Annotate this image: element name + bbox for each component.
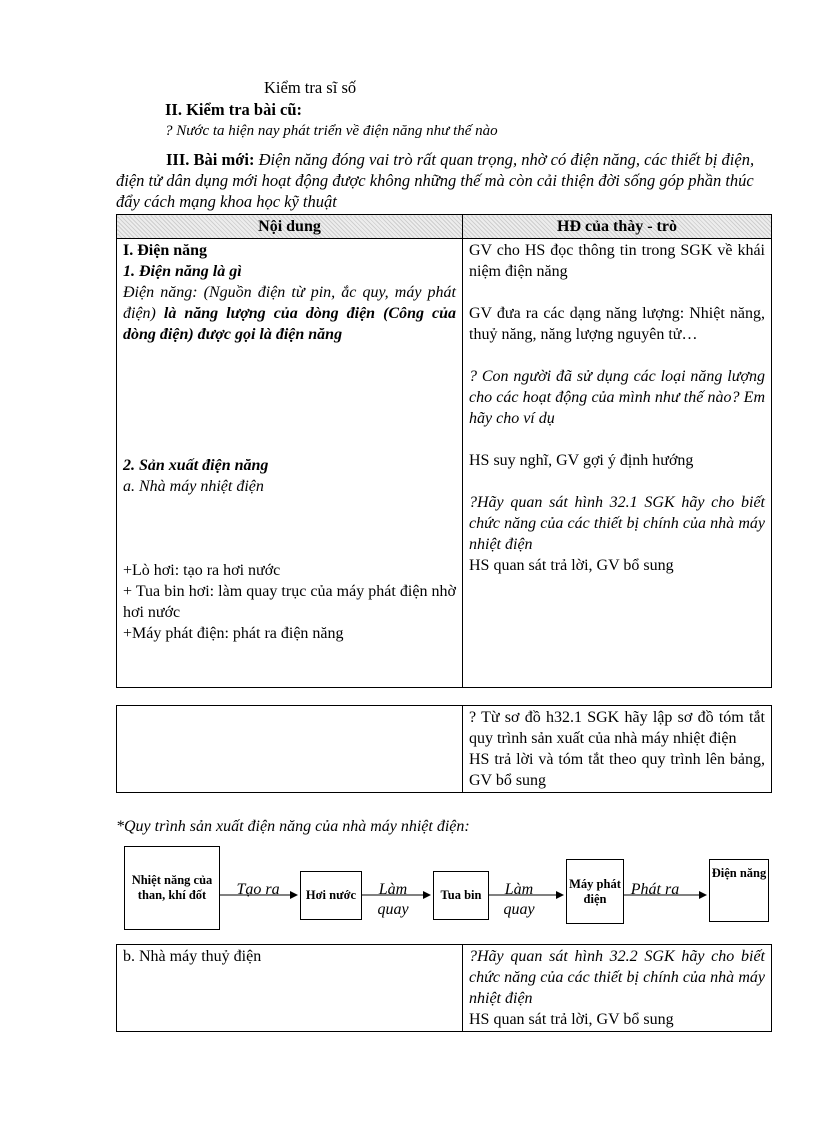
flow-label-rotate-1: Làm quay bbox=[377, 881, 409, 918]
flow-box-turbine: Tua bin bbox=[433, 871, 489, 920]
definition-bold: là năng lượng của dòng điện (Công của dòng điện) được gọi là điện năng bbox=[123, 305, 456, 343]
subheading-production: 2. Sản xuất điện năng bbox=[123, 457, 269, 474]
activity-2: GV đưa ra các dạng năng lượng: Nhiệt năng, thuỷ năng, năng lượng nguyên tử… bbox=[469, 305, 765, 343]
turbine-text: + Tua bin hơi: làm quay trục của máy phát điện nhờ hơi nước bbox=[123, 583, 456, 621]
definition-italic: Điện năng: (Nguồn điện từ pin, ắc quy, máy phát điện) bbox=[123, 284, 456, 322]
activity-5: ?Hãy quan sát hình 32.1 SGK hãy cho biết chức năng của các thiết bị chính của nhà máy nhiệt điện bbox=[469, 494, 765, 553]
section2-question: ? Nước ta hiện nay phát triển về điện năng như thế nào bbox=[165, 123, 498, 139]
item-thermal-plant: a. Nhà máy nhiệt điện bbox=[123, 478, 264, 495]
flow-label-generate: Phát ra bbox=[630, 881, 680, 898]
section3-intro: Điện năng đóng vai trò rất quan trọng, nhờ có điện năng, các thiết bị điện, điện tử dân dụng mới hoạt động được không những thế mà còn cải thiện đời sống góp phần thúc đẩy cách mạng khoa học kỹ thuật bbox=[116, 150, 755, 211]
generator-text: +Máy phát điện: phát ra điện năng bbox=[123, 625, 344, 642]
activity-6: HS quan sát trả lời, GV bổ sung bbox=[469, 557, 674, 574]
heading-electric-energy: I. Điện năng bbox=[123, 242, 208, 259]
flow-label-create: Tạo ra bbox=[236, 881, 280, 898]
section2-title: II. Kiểm tra bài cũ: bbox=[165, 100, 303, 119]
activity-3: ? Con người đã sử dụng các loại năng lượng cho các hoạt động của mình như thế nào? Em hãy cho ví dụ bbox=[469, 368, 765, 427]
flow-box-electric-energy: Điện năng bbox=[709, 859, 769, 922]
summary-answer: HS trả lời và tóm tắt theo quy trình lên bảng, GV bổ sung bbox=[469, 751, 765, 789]
col-header-activity: HĐ của thày - trò bbox=[463, 215, 772, 239]
hydro-table bbox=[116, 944, 772, 1032]
flow-box-thermal-energy: Nhiệt năng của than, khí đốt bbox=[124, 846, 220, 930]
check-attendance: Kiểm tra sĩ số bbox=[264, 78, 357, 97]
flow-box-steam: Hơi nước bbox=[300, 871, 362, 920]
hydro-activity-cell bbox=[463, 945, 772, 1032]
flow-box-generator: Máy phát điện bbox=[566, 859, 624, 924]
flow-label-rotate-2: Làm quay bbox=[503, 881, 535, 918]
hydro-content-cell: b. Nhà máy thuỷ điện bbox=[117, 945, 463, 1032]
hydro-answer: HS quan sát trả lời, GV bổ sung bbox=[469, 1011, 674, 1028]
hydro-question: ?Hãy quan sát hình 32.2 SGK hãy cho biết chức năng của các thiết bị chính của nhà máy nhiệt điện bbox=[469, 948, 765, 1007]
col-header-content: Nội dung bbox=[117, 215, 463, 239]
activity-4: HS suy nghĩ, GV gợi ý định hướng bbox=[469, 452, 694, 469]
summary-question: ? Từ sơ đồ h32.1 SGK hãy lập sơ đồ tóm tắt quy trình sản xuất của nhà máy nhiệt điện bbox=[469, 709, 765, 747]
section3-title: III. Bài mới: bbox=[166, 150, 255, 169]
boiler-text: +Lò hơi: tạo ra hơi nước bbox=[123, 562, 281, 579]
activity-1: GV cho HS đọc thông tin trong SGK về khái niệm điện năng bbox=[469, 242, 765, 280]
flow-title: *Quy trình sản xuất điện năng của nhà máy nhiệt điện: bbox=[116, 818, 470, 835]
table-row bbox=[117, 945, 772, 1032]
subheading-what-is: 1. Điện năng là gì bbox=[123, 263, 242, 280]
